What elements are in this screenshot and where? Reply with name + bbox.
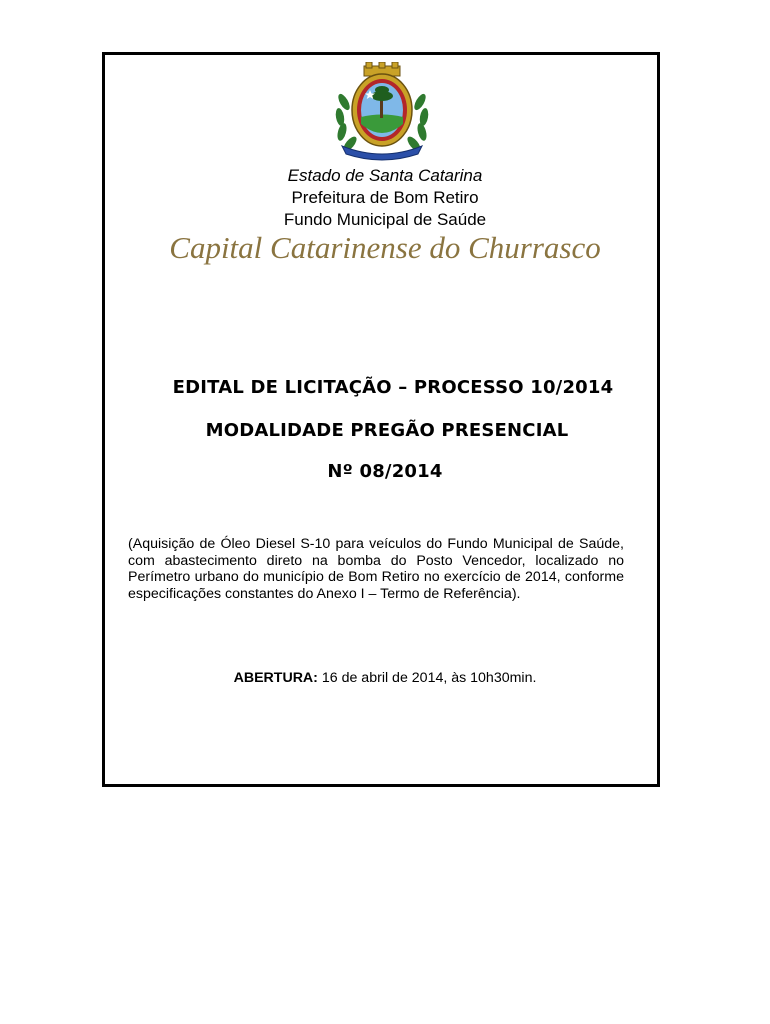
description-paragraph: (Aquisição de Óleo Diesel S-10 para veículos do Fundo Municipal de Saúde, com abastecimento direto na bomba do Posto Vencedor, localizado no Perímetro urbano do município de Bom Retiro no exercício de 2014, conforme especificações constantes do Anexo I – Termo de Referência). xyxy=(128,536,624,602)
modalidade-title: MODALIDADE PREGÃO PRESENCIAL xyxy=(205,420,569,441)
municipal-coat-of-arms-icon xyxy=(328,62,436,162)
opening-info xyxy=(0,670,770,686)
numero-title: Nº 08/2014 xyxy=(327,461,443,482)
prefeitura-name: Prefeitura de Bom Retiro xyxy=(291,188,479,207)
state-name: Estado de Santa Catarina xyxy=(287,166,483,185)
fundo-name: Fundo Municipal de Saúde xyxy=(283,210,487,229)
slogan: Capital Catarinense do Churrasco xyxy=(169,230,601,265)
edital-title: EDITAL DE LICITAÇÃO – PROCESSO 10/2014 xyxy=(172,377,614,398)
opening-label: ABERTURA: xyxy=(233,670,318,686)
opening-date: 16 de abril de 2014, às 10h30min. xyxy=(317,670,537,686)
